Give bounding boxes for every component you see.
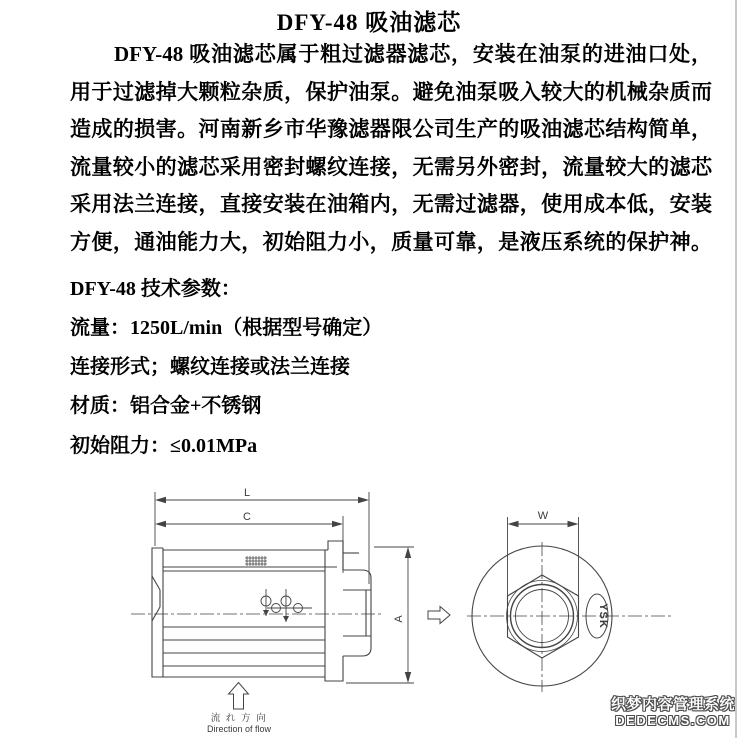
spec-connection-type: 连接形式；螺纹连接或法兰连接	[70, 356, 350, 378]
pleat-lines	[163, 627, 325, 666]
dimension-L	[155, 492, 369, 584]
flow-direction-label-en: Direction of flow	[206, 724, 272, 734]
end-view	[467, 510, 674, 692]
dimension-A	[346, 547, 414, 683]
flow-direction-arrow-icon	[229, 683, 249, 710]
dim-arrow	[332, 521, 343, 527]
paragraph-line: 造成的损害。河南新乡市华豫滤器限公司生产的吸油滤芯结构简单，	[70, 117, 712, 141]
dim-label-C: C	[243, 511, 251, 523]
brand-stamp-text: YSK	[597, 603, 609, 629]
dim-arrow	[508, 521, 519, 527]
dim-arrow	[358, 497, 369, 503]
filter-body-outline	[152, 541, 371, 681]
dim-label-L: L	[243, 487, 251, 499]
page-edge-line	[735, 0, 737, 738]
dimension-W	[508, 517, 579, 632]
dim-arrow	[155, 497, 166, 503]
dim-label-W: W	[537, 510, 549, 522]
dimension-C	[155, 516, 343, 573]
intro-paragraph	[70, 36, 712, 261]
dedecms-watermark	[611, 697, 735, 729]
paragraph-line: 用于过滤掉大颗粒杂质，保护油泵。避免油泵吸入较大的机械杂质而	[70, 79, 712, 104]
watermark-line-cn: 织梦内容管理系统	[610, 696, 735, 713]
paragraph-line: 方便，通油能力大，初始阻力小，质量可靠，是液压系统的保护神。	[70, 229, 712, 254]
spec-material: 材质：铝合金+不锈钢	[70, 395, 262, 417]
spec-initial-resistance: 初始阻力：≤0.01MPa	[70, 435, 258, 457]
spec-heading: DFY-48 技术参数：	[70, 278, 241, 300]
flow-direction-label-cn: 流 れ 方 向	[210, 713, 268, 724]
weld-symbols	[261, 589, 312, 622]
watermark-line-en: DEDECMS.COM	[615, 713, 731, 728]
crosshatch-mark	[245, 556, 267, 566]
outlet-arrow-icon	[428, 607, 450, 624]
hex-nut	[508, 575, 579, 658]
page-title: DFY-48 吸油滤芯	[276, 10, 462, 35]
dim-arrow	[405, 547, 411, 558]
paragraph-line: 采用法兰连接，直接安装在油箱内，无需过滤器，使用成本低，安装	[70, 192, 712, 216]
side-view	[131, 487, 450, 709]
paragraph-line: 流量较小的滤芯采用密封螺纹连接，无需另外密封，流量较大的滤芯	[70, 154, 712, 179]
dim-arrow	[568, 521, 579, 527]
dim-arrow	[405, 672, 411, 683]
dim-label-A: A	[393, 615, 405, 623]
paragraph-line: DFY-48 吸油滤芯属于粗过滤器滤芯，安装在油泵的进油口处，	[114, 42, 712, 66]
dim-arrow	[155, 521, 166, 527]
spec-flow-rate: 流量：1250L/min（根据型号确定）	[70, 317, 383, 339]
